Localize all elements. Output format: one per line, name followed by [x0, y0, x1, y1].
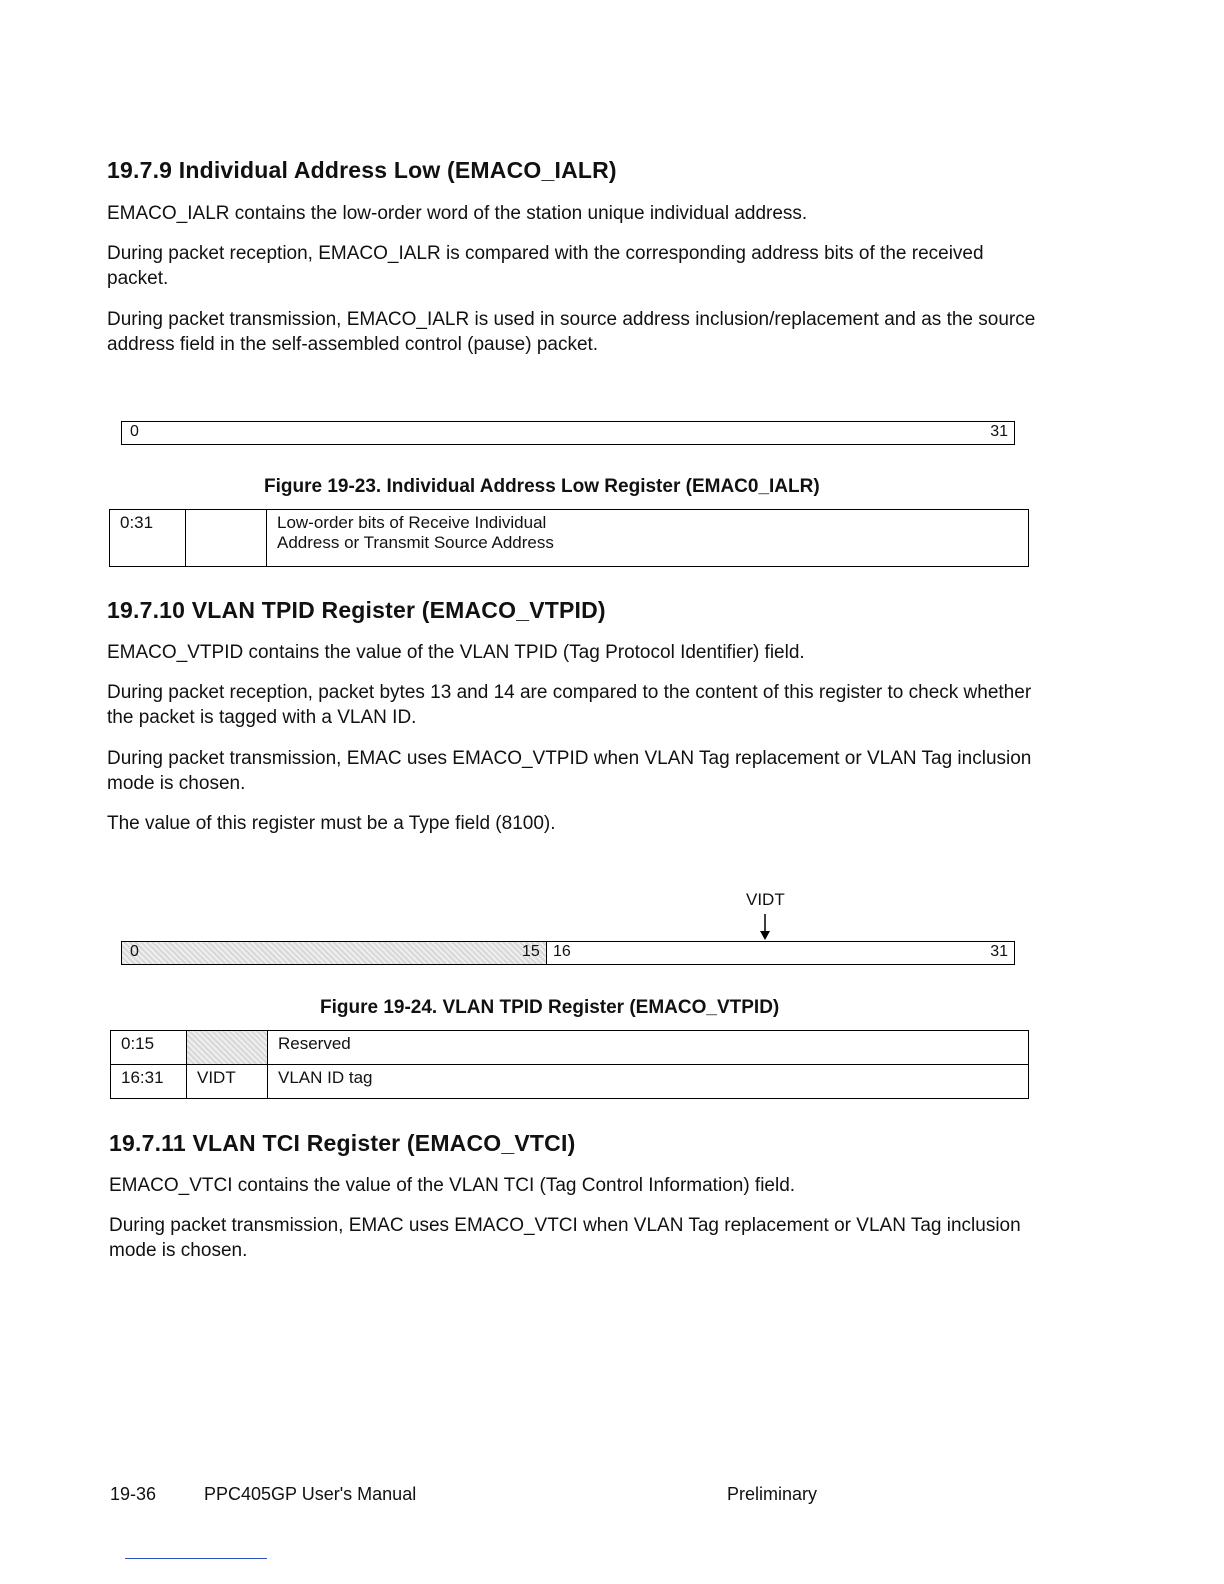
field-table-ialr	[109, 509, 1029, 567]
description-line: Address or Transmit Source Address	[277, 533, 554, 552]
section-heading-vtci: 19.7.11 VLAN TCI Register (EMACO_VTCI)	[109, 1130, 576, 1156]
description-cell: VLAN ID tag	[268, 1065, 1029, 1099]
bit-label-15: 15	[522, 943, 540, 960]
bits-cell: 16:31	[111, 1065, 187, 1099]
paragraph: During packet transmission, EMAC uses EMACO_VTCI when VLAN Tag replacement or VLAN Tag inclusion mode is chosen.	[109, 1215, 1021, 1261]
description-line: Low-order bits of Receive Individual	[277, 513, 547, 532]
bits-cell: 0:15	[111, 1031, 187, 1065]
section-heading-vtpid: 19.7.10 VLAN TPID Register (EMACO_VTPID)	[107, 597, 606, 623]
figure-caption: Figure 19-24. VLAN TPID Register (EMACO_VTPID)	[320, 997, 780, 1018]
down-arrow-icon	[758, 913, 772, 941]
field-cell: VIDT	[187, 1065, 268, 1099]
field-cell	[186, 510, 267, 567]
paragraph: The value of this register must be a Type field (8100).	[107, 813, 556, 834]
reserved-region	[122, 942, 546, 964]
manual-title: PPC405GP User's Manual	[204, 1484, 417, 1504]
field-cell	[187, 1031, 268, 1065]
bit-label-start: 0	[130, 423, 139, 440]
field-label-vidt: VIDT	[746, 890, 785, 909]
bits-cell: 0:31	[110, 510, 186, 567]
bit-label-0: 0	[130, 943, 139, 960]
description-cell: Reserved	[268, 1031, 1029, 1065]
document-status: Preliminary	[727, 1484, 818, 1504]
section-heading-ialr: 19.7.9 Individual Address Low (EMACO_IALR)	[107, 157, 617, 183]
table-row	[110, 510, 1029, 567]
table-row	[111, 1031, 1029, 1065]
page-number: 19-36	[110, 1484, 157, 1504]
bit-label-16: 16	[553, 943, 571, 960]
field-divider	[546, 942, 547, 964]
footer-rule	[125, 1558, 267, 1559]
paragraph: EMACO_VTPID contains the value of the VLAN TPID (Tag Protocol Identifier) field.	[107, 642, 805, 663]
bit-label-end: 31	[990, 423, 1008, 440]
figure-caption: Figure 19-23. Individual Address Low Register (EMAC0_IALR)	[264, 476, 820, 497]
description-cell	[267, 510, 1029, 567]
table-row	[111, 1065, 1029, 1099]
register-diagram-ialr	[121, 421, 1015, 445]
paragraph: During packet transmission, EMAC uses EMACO_VTPID when VLAN Tag replacement or VLAN Tag inclusion mode is chosen.	[107, 748, 1032, 794]
register-diagram-vtpid	[121, 941, 1015, 965]
paragraph: During packet reception, packet bytes 13 and 14 are compared to the content of this register to check whether the packet is tagged with a VLAN ID.	[107, 682, 1032, 728]
paragraph: During packet transmission, EMACO_IALR is used in source address inclusion/replacement and as the source address field in the self-assembled control (pause) packet.	[107, 309, 1036, 355]
bit-label-31: 31	[990, 943, 1008, 960]
paragraph: EMACO_IALR contains the low-order word of the station unique individual address.	[107, 203, 808, 224]
paragraph: During packet reception, EMACO_IALR is compared with the corresponding address bits of the received packet.	[107, 243, 984, 289]
paragraph: EMACO_VTCI contains the value of the VLAN TCI (Tag Control Information) field.	[109, 1175, 796, 1196]
field-table-vtpid	[110, 1030, 1029, 1099]
